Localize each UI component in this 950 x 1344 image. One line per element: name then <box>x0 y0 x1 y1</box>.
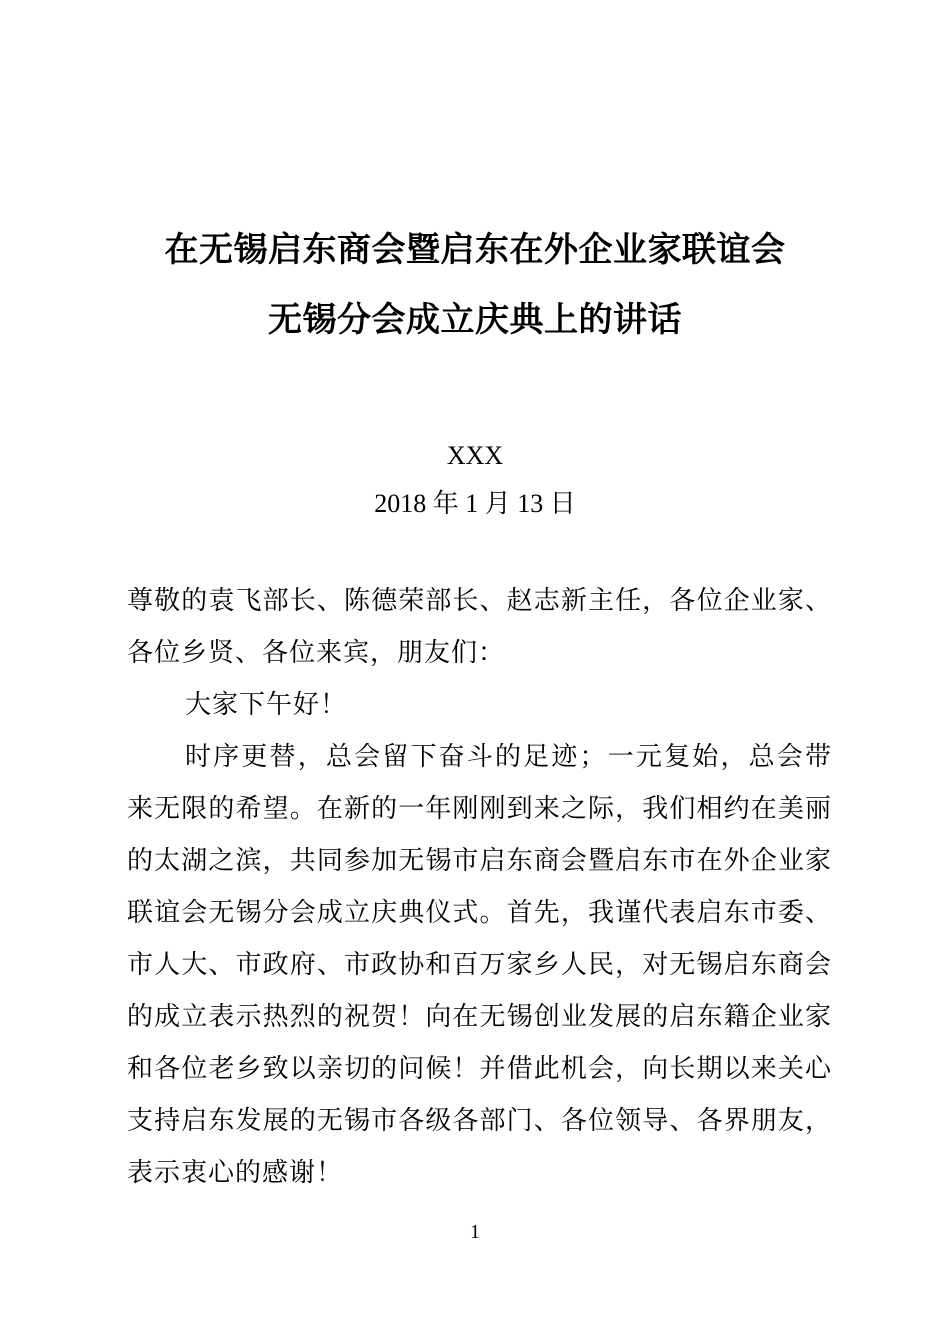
title-line-1: 在无锡启东商会暨启东在外企业家联谊会 <box>164 230 786 270</box>
greeting: 大家下午好！ <box>185 690 348 720</box>
speech-body <box>127 575 832 1199</box>
title-line-2: 无锡分会成立庆典上的讲话 <box>268 300 682 340</box>
salutation: 尊敬的袁飞部长、陈德荣部长、赵志新主任，各位企业家、各位乡贤、各位来宾，朋友们： <box>127 586 832 668</box>
paragraph-1: 时序更替，总会留下奋斗的足迹；一元复始，总会带来无限的希望。在新的一年刚刚到来之际，我们相约在美丽的太湖之滨，共同参加无锡市启东商会暨启东市在外企业家联谊会无锡分会成立庆典仪式。首先，我谨代表启东市委、市人大、市政府、市政协和百万家乡人民，对无锡启东商会的成立表示热烈的祝贺！向在无锡创业发展的启东籍企业家和各位老乡致以亲切的问候！并借此机会，向长期以来关心支持启东发展的无锡市各级各部门、各位领导、各界朋友，表示衷心的感谢！ <box>127 742 832 1188</box>
author-name: XXX <box>446 441 504 470</box>
page-number: 1 <box>470 1221 480 1243</box>
speech-date: 2018 年 1 月 13 日 <box>374 489 576 518</box>
